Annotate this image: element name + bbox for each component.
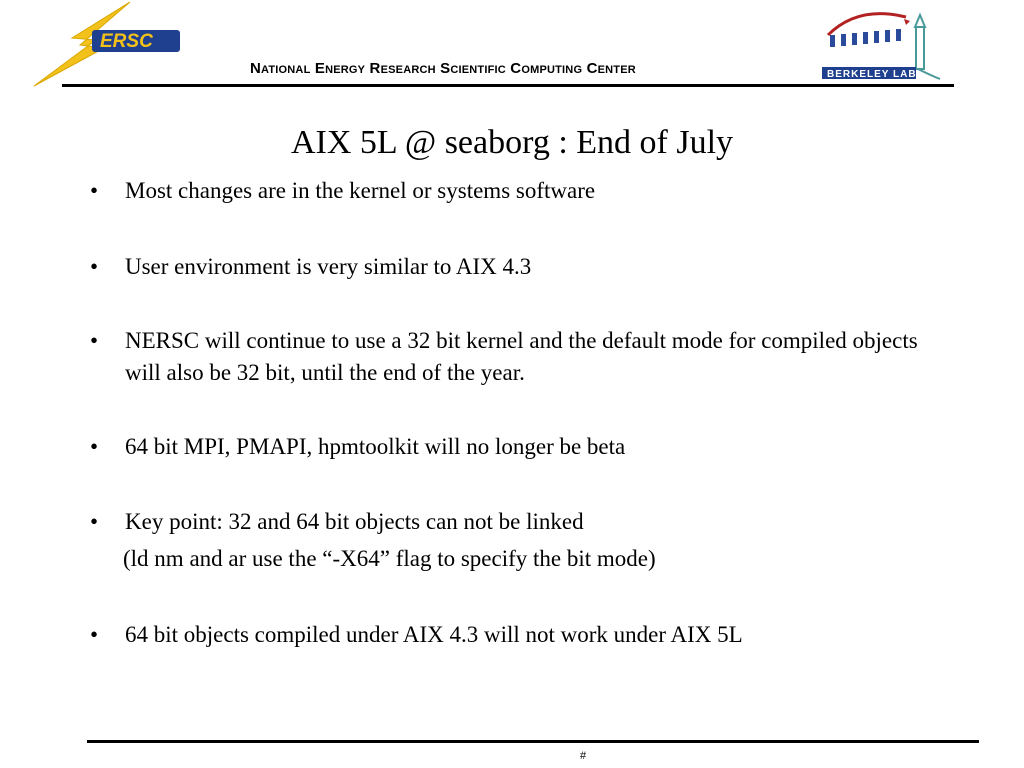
header-divider	[62, 84, 954, 87]
bullet-text: 64 bit MPI, PMAPI, hpmtoolkit will no longer be beta	[125, 434, 626, 459]
berkeley-lab-logo-graphic	[818, 5, 948, 83]
bullet-item	[90, 175, 940, 207]
nersc-logo	[30, 0, 190, 88]
bullet-item	[90, 619, 940, 651]
nersc-logo-text: ERSC	[100, 31, 153, 52]
page-number: #	[580, 750, 587, 762]
bullet-continuation-text: (ld nm and ar use the “-X64” flag to specify the bit mode)	[123, 546, 656, 571]
bullet-item	[90, 431, 940, 463]
organization-title: National Energy Research Scientific Computing Center	[250, 60, 636, 77]
bullet-item	[90, 325, 940, 389]
bullet-item	[90, 506, 940, 538]
nersc-logo-graphic	[30, 0, 190, 88]
bullet-text: Key point: 32 and 64 bit objects can not be linked	[125, 509, 584, 534]
bullet-marker: •	[90, 178, 99, 203]
bullet-marker: •	[90, 328, 99, 353]
bullet-marker: •	[90, 434, 99, 459]
bullet-text: Most changes are in the kernel or systems software	[125, 178, 596, 203]
bullet-marker: •	[90, 254, 99, 279]
bullet-marker: •	[90, 509, 99, 534]
berkeley-lab-logo	[818, 5, 948, 83]
slide-title: AIX 5L @ seaborg : End of July	[290, 124, 734, 161]
bullet-text: 64 bit objects compiled under AIX 4.3 will not work under AIX 5L	[125, 622, 743, 647]
berkeley-lab-logo-text: BERKELEY LAB	[827, 69, 917, 80]
bullet-text: NERSC will continue to use a 32 bit kernel and the default mode for compiled objects will also be 32 bit, until the end of the year.	[125, 328, 918, 385]
bullet-item	[90, 251, 940, 283]
bullet-marker: •	[90, 622, 99, 647]
footer-divider	[87, 740, 979, 743]
bullet-text: User environment is very similar to AIX 4.3	[125, 254, 532, 279]
